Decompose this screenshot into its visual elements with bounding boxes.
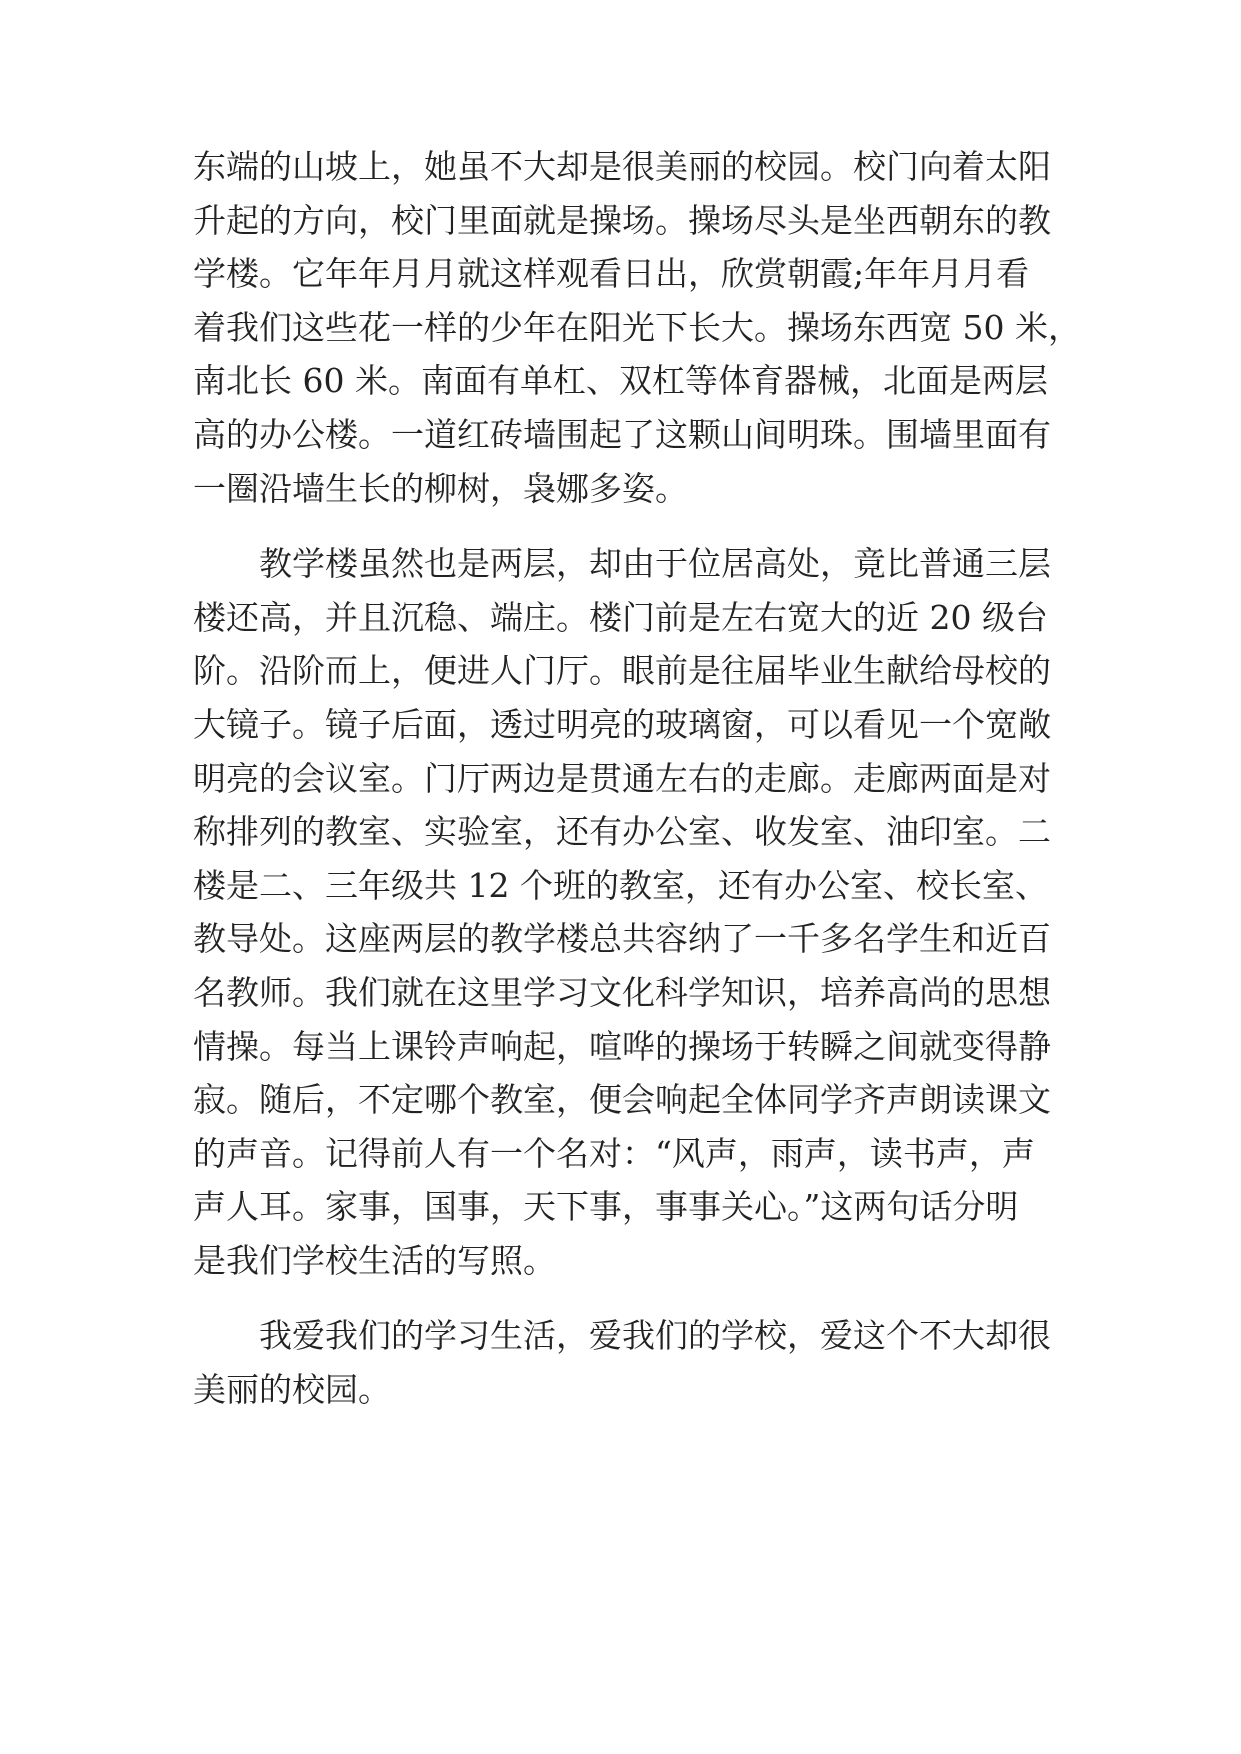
text-line: 升起的方向，校门里面就是操场。操场尽头是坐西朝东的教	[193, 200, 1051, 240]
text-line: 称排列的教室、实验室，还有办公室、收发室、油印室。二	[193, 812, 1051, 852]
text-line: 楼还高，并且沉稳、端庄。楼门前是左右宽大的近 20 级台	[193, 597, 1048, 637]
text-line: 一圈沿墙生长的柳树，袅娜多姿。	[193, 468, 688, 508]
paragraph-2	[193, 537, 1053, 1287]
text-line: 东端的山坡上，她虽不大却是很美丽的校园。校门向着太阳	[193, 147, 1051, 186]
text-line: 学楼。它年年月月就这样观看日出，欣赏朝霞;年年月月看	[193, 254, 1030, 294]
paragraph-1	[193, 140, 1081, 515]
text-line: 着我们这些花一样的少年在阳光下长大。操场东西宽 50 米，	[193, 307, 1081, 347]
text-line: 教导处。这座两层的教学楼总共容纳了一千多名学生和近百	[193, 919, 1051, 959]
text-line: 南北长 60 米。南面有单杠、双杠等体育器械，北面是两层	[193, 361, 1048, 401]
text-line: 美丽的校园。	[193, 1370, 391, 1410]
text-line: 的声音。记得前人有一个名对：“风声，雨声，读书声，声	[193, 1133, 1035, 1173]
text-line: 情操。每当上课铃声响起，喧哗的操场于转瞬之间就变得静	[193, 1026, 1051, 1066]
text-line: 阶。沿阶而上，便进人门厅。眼前是往届毕业生献给母校的	[193, 651, 1051, 691]
text-line: 明亮的会议室。门厅两边是贯通左右的走廊。走廊两面是对	[193, 758, 1051, 798]
text-line: 名教师。我们就在这里学习文化科学知识，培养高尚的思想	[193, 972, 1051, 1012]
text-line: 高的办公楼。一道红砖墙围起了这颗山间明珠。围墙里面有	[193, 414, 1051, 454]
text-line: 楼是二、三年级共 12 个班的教室，还有办公室、校长室、	[193, 865, 1048, 905]
text-line: 声人耳。家事，国事，天下事，事事关心。”这两句话分明	[193, 1187, 1019, 1227]
paragraph-spacing	[193, 1287, 1053, 1309]
text-line: 寂。随后，不定哪个教室，便会响起全体同学齐声朗读课文	[193, 1080, 1051, 1120]
text-line: 是我们学校生活的写照。	[193, 1240, 556, 1280]
text-line: 我爱我们的学习生活，爱我们的学校，爱这个不大却很	[193, 1316, 1051, 1356]
text-line: 教学楼虽然也是两层，却由于位居高处，竟比普通三层	[193, 544, 1051, 584]
document-body	[193, 140, 1081, 1417]
text-line: 大镜子。镜子后面，透过明亮的玻璃窗，可以看见一个宽敞	[193, 704, 1051, 744]
paragraph-3	[193, 1309, 1053, 1416]
paragraph-spacing	[193, 515, 1053, 537]
